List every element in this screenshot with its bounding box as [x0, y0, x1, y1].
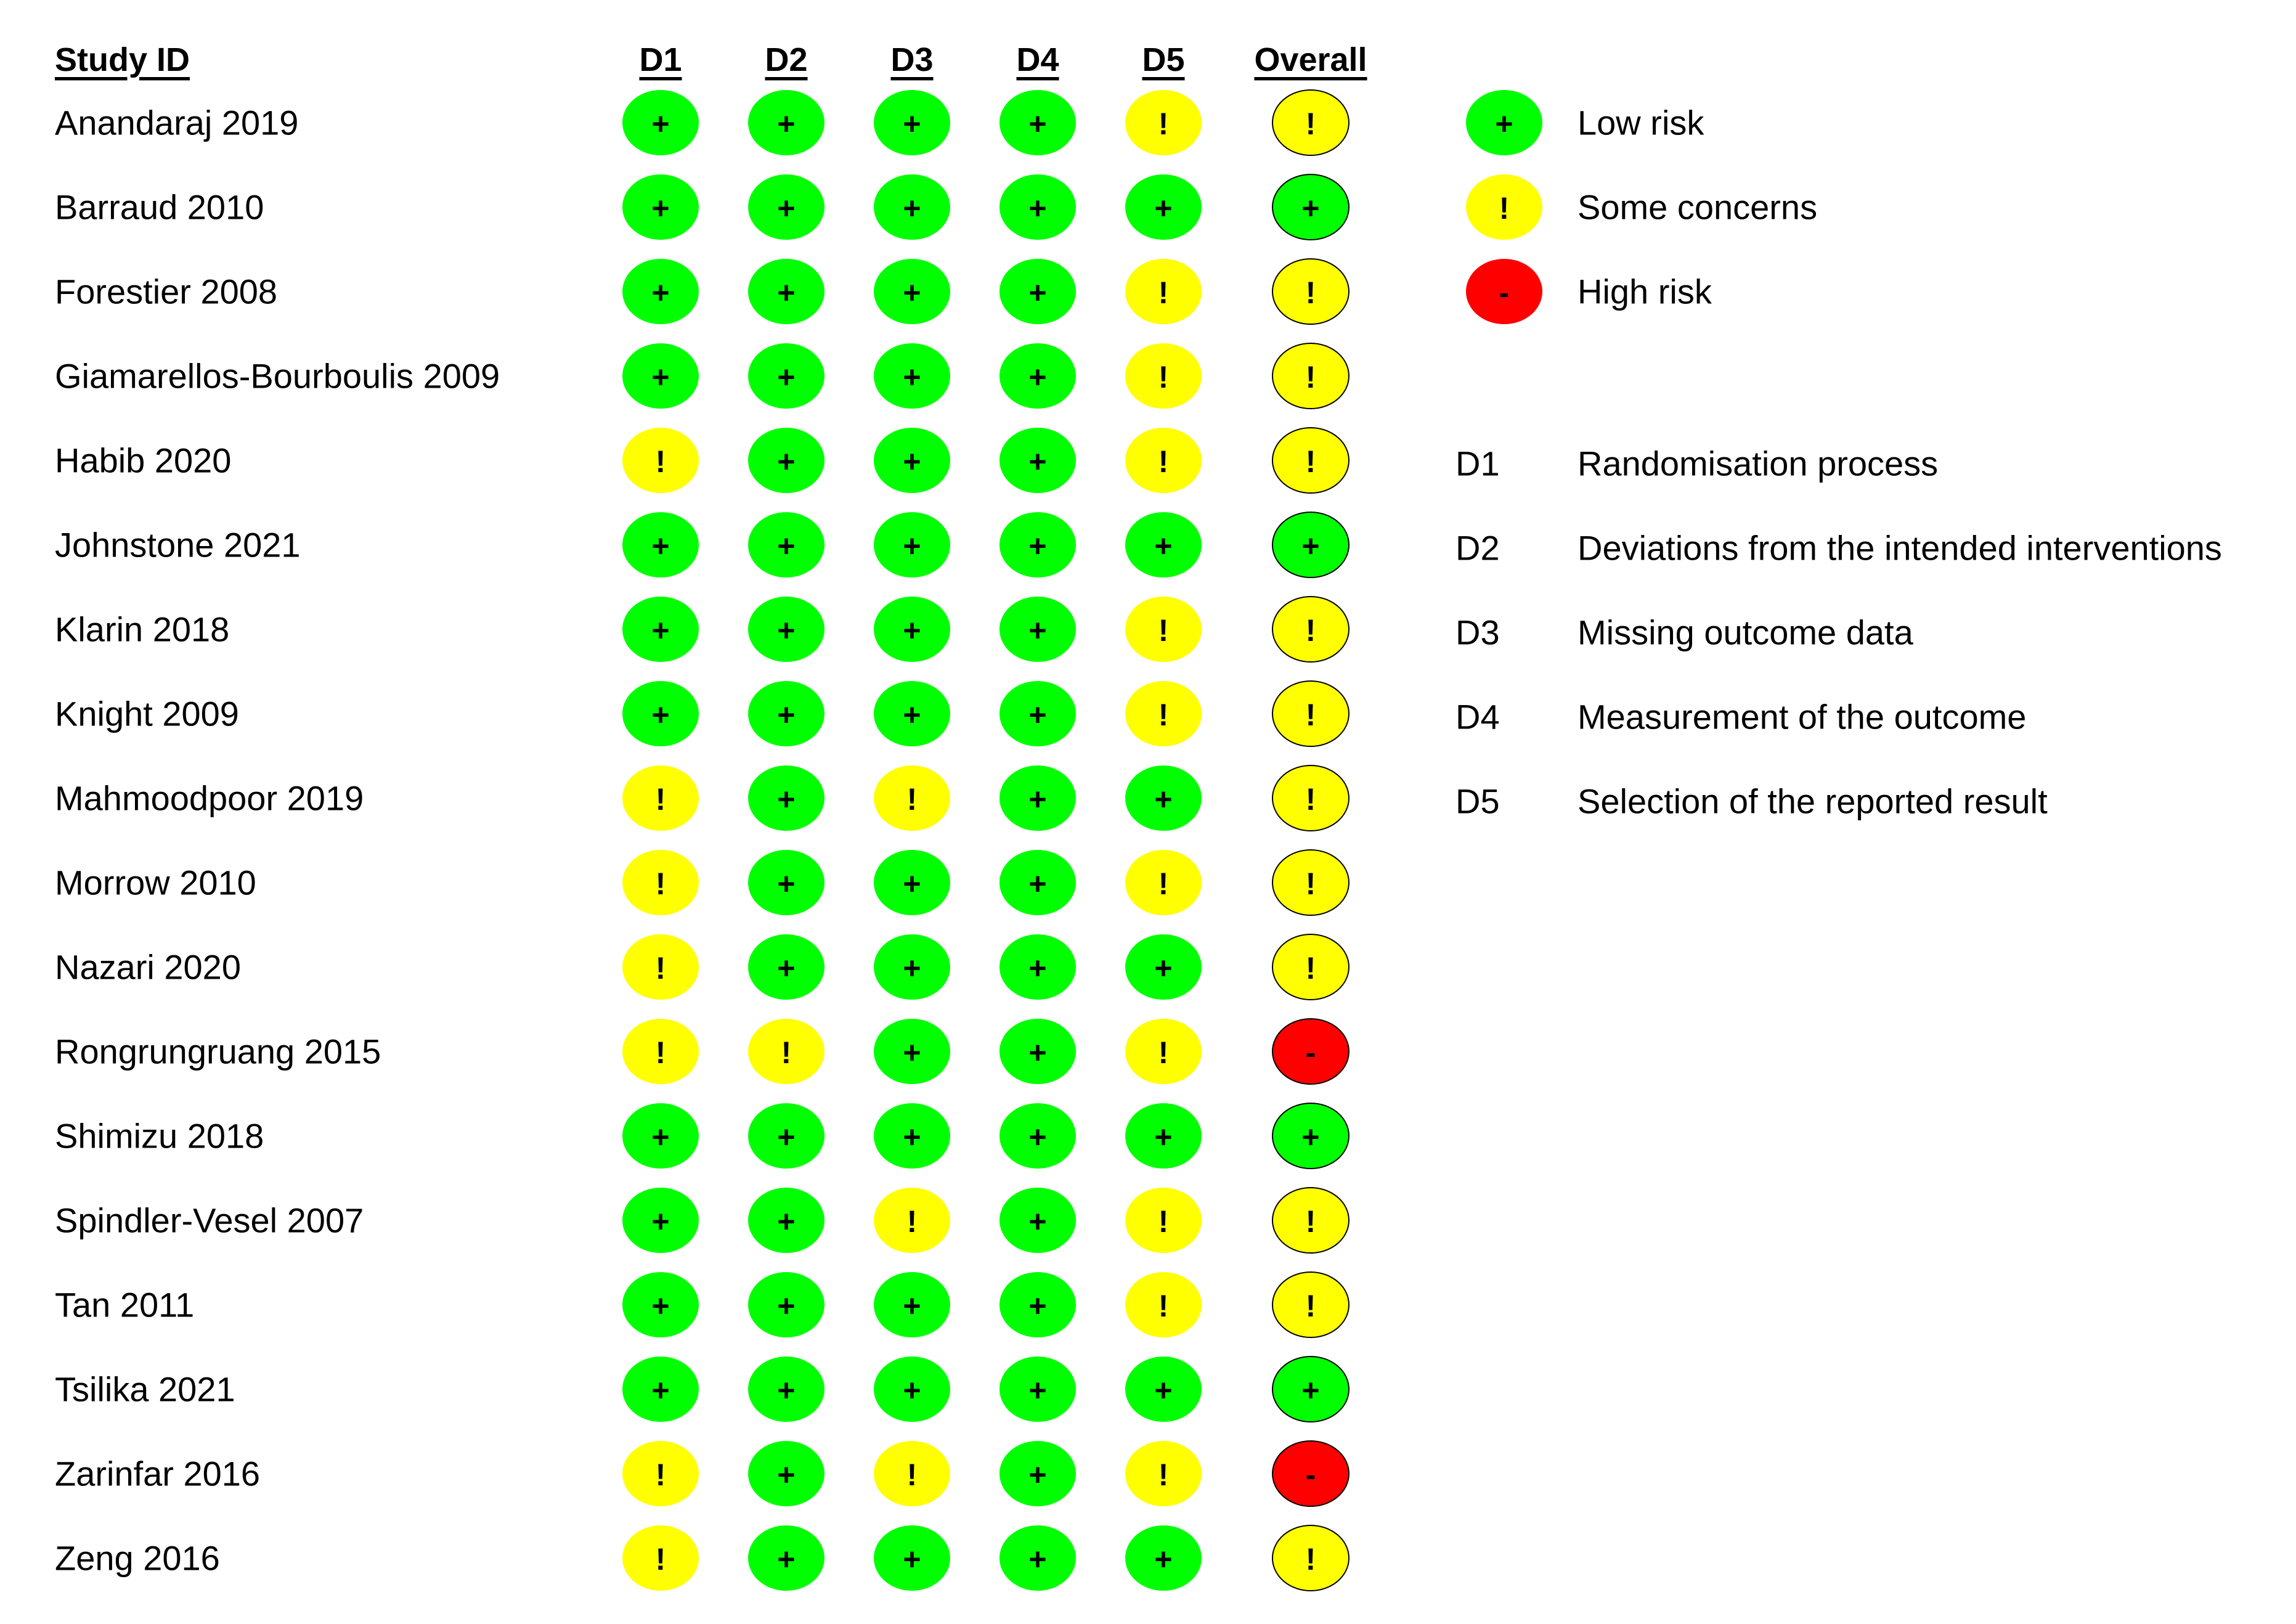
rating-dot-d4-symbol: + [1028, 107, 1047, 141]
rating-dot-d1 [622, 1103, 699, 1169]
rating-dot-d5 [1125, 343, 1202, 409]
rating-dot-d3-symbol: + [903, 107, 921, 141]
legend-label-high: High risk [1577, 272, 1712, 311]
domain-code: D2 [1455, 528, 1500, 568]
rating-dot-d2-symbol: + [777, 275, 796, 310]
rating-dot-d1 [622, 259, 699, 324]
overall-rating-dot [1272, 1103, 1349, 1169]
rating-dot-d2 [748, 1019, 824, 1084]
rating-dot-d3 [874, 1357, 950, 1422]
rating-dot-d5-symbol: + [1154, 951, 1173, 985]
rating-dot-d3-symbol: + [903, 613, 921, 648]
overall-rating-dot [1272, 681, 1349, 746]
rating-dot-d2 [748, 1525, 824, 1591]
domain-code: D5 [1455, 781, 1500, 821]
rating-dot-d2 [748, 765, 824, 831]
rating-dot-d5 [1125, 765, 1202, 831]
rating-dot-d3 [874, 765, 950, 831]
domain-label: Randomisation process [1577, 444, 1939, 483]
rating-dot-d1-symbol: ! [655, 951, 666, 985]
study-name: Giamarellos-Bourboulis 2009 [55, 356, 500, 396]
rating-dot-d5-symbol: ! [1158, 1289, 1169, 1323]
overall-rating-dot [1272, 1188, 1349, 1253]
rating-dot-d3 [874, 597, 950, 662]
study-row [55, 597, 1349, 662]
rating-dot-d2-symbol: + [777, 529, 796, 563]
rating-dot-d4-symbol: + [1028, 191, 1047, 226]
rating-dot-d3-symbol: + [903, 698, 921, 732]
overall-rating-dot [1272, 597, 1349, 662]
rating-dot-d5-symbol: + [1154, 191, 1173, 226]
rating-dot-d5-symbol: ! [1158, 613, 1169, 648]
rating-dot-d3-symbol: + [903, 191, 921, 226]
rating-dot-d2 [748, 512, 824, 577]
overall-rating-dot-symbol: ! [1305, 1542, 1316, 1577]
rating-dot-d1 [622, 343, 699, 409]
overall-rating-dot [1272, 174, 1349, 240]
rating-dot-d4 [999, 1188, 1076, 1253]
rating-dot-d2-symbol: + [777, 613, 796, 648]
rating-dot-d3 [874, 1441, 950, 1506]
rating-dot-d5 [1125, 681, 1202, 746]
overall-rating-dot-symbol: ! [1305, 1289, 1316, 1323]
study-row [55, 512, 1349, 577]
overall-rating-dot [1272, 343, 1349, 409]
rating-dot-d3-symbol: + [903, 275, 921, 310]
study-name: Klarin 2018 [55, 610, 230, 649]
rating-dot-d4-symbol: + [1028, 275, 1047, 310]
overall-rating-dot [1272, 1441, 1349, 1506]
rating-dot-d4-symbol: + [1028, 360, 1047, 394]
legend-dot-low-symbol: + [1495, 107, 1513, 141]
overall-rating-dot-symbol: ! [1305, 698, 1316, 732]
rating-dot-d2 [748, 597, 824, 662]
overall-rating-dot-symbol: ! [1305, 951, 1316, 985]
study-name: Anandaraj 2019 [55, 103, 299, 142]
rating-dot-d4 [999, 1357, 1076, 1422]
domain-label: Measurement of the outcome [1577, 697, 2027, 737]
rating-dot-d4 [999, 1272, 1076, 1337]
rating-dot-d1-symbol: ! [655, 782, 666, 817]
rating-dot-d3 [874, 90, 950, 155]
legend-item-some [1466, 174, 1817, 240]
rating-dot-d5-symbol: ! [1158, 867, 1169, 901]
rating-dot-d2-symbol: + [777, 1289, 796, 1323]
rating-dot-d4 [999, 1103, 1076, 1169]
domain-definition [1455, 613, 1914, 652]
study-name: Spindler-Vesel 2007 [55, 1201, 364, 1240]
rating-dot-d5 [1125, 1019, 1202, 1084]
rating-dot-d1 [622, 1525, 699, 1591]
rating-dot-d3 [874, 512, 950, 577]
rating-dot-d4-symbol: + [1028, 613, 1047, 648]
domain-code: D4 [1455, 697, 1500, 737]
study-row [55, 259, 1349, 324]
overall-rating-dot-symbol: - [1305, 1458, 1316, 1492]
overall-rating-dot [1272, 1525, 1349, 1591]
rating-dot-d3 [874, 174, 950, 240]
rating-dot-d3 [874, 428, 950, 493]
rating-dot-d4 [999, 850, 1076, 915]
study-name: Rongrungruang 2015 [55, 1032, 381, 1071]
rating-dot-d4 [999, 343, 1076, 409]
rating-dot-d4 [999, 934, 1076, 1000]
rating-dot-d5 [1125, 512, 1202, 577]
rating-dot-d3 [874, 850, 950, 915]
domain-definition [1455, 698, 2026, 737]
domain-definition [1455, 782, 2048, 821]
overall-rating-dot [1272, 90, 1349, 155]
overall-rating-dot-symbol: ! [1305, 782, 1316, 817]
rating-dot-d1-symbol: + [651, 613, 670, 648]
rating-dot-d2-symbol: + [777, 698, 796, 732]
rating-dot-d1 [622, 90, 699, 155]
rating-dot-d3 [874, 681, 950, 746]
rating-dot-d2 [748, 90, 824, 155]
rating-dot-d5 [1125, 1188, 1202, 1253]
rating-dot-d4-symbol: + [1028, 1289, 1047, 1323]
rating-dot-d5-symbol: + [1154, 1120, 1173, 1154]
overall-rating-dot-symbol: ! [1305, 107, 1316, 141]
rating-dot-d2 [748, 1103, 824, 1169]
study-row [55, 428, 1349, 493]
rating-dot-d3-symbol: + [903, 444, 921, 479]
study-row [55, 850, 1349, 915]
overall-rating-dot [1272, 1019, 1349, 1084]
domain-header-d3: D3 [890, 41, 934, 78]
study-row [55, 1525, 1349, 1591]
rating-dot-d4 [999, 1441, 1076, 1506]
rating-dot-d2 [748, 1272, 824, 1337]
rating-dot-d2-symbol: + [777, 782, 796, 817]
legend-item-high [1466, 259, 1712, 324]
rating-dot-d5-symbol: ! [1158, 698, 1169, 732]
overall-rating-dot-symbol: ! [1305, 360, 1316, 394]
overall-rating-dot [1272, 1357, 1349, 1422]
rating-dot-d2-symbol: + [777, 1120, 796, 1154]
study-row [55, 934, 1349, 1000]
rating-dot-d3-symbol: + [903, 951, 921, 985]
rating-dot-d1-symbol: + [651, 191, 670, 226]
rating-dot-d2 [748, 428, 824, 493]
domain-code: D3 [1455, 613, 1500, 652]
rating-dot-d4 [999, 90, 1076, 155]
rating-dot-d2 [748, 1357, 824, 1422]
rating-dot-d3-symbol: ! [906, 1204, 918, 1239]
rating-dot-d1 [622, 1019, 699, 1084]
overall-rating-dot-symbol: - [1305, 1035, 1316, 1070]
study-rows [55, 90, 1349, 1591]
rating-dot-d2-symbol: + [777, 1542, 796, 1577]
rating-dot-d5 [1125, 1441, 1202, 1506]
study-name: Tan 2011 [55, 1285, 195, 1324]
study-row [55, 90, 1349, 155]
study-name: Habib 2020 [55, 441, 232, 480]
study-row [55, 1103, 1349, 1169]
rating-dot-d5-symbol: ! [1158, 275, 1169, 310]
rating-dot-d1-symbol: + [651, 360, 670, 394]
rating-dot-d5-symbol: ! [1158, 107, 1169, 141]
legend [1466, 90, 1817, 324]
domain-label: Missing outcome data [1577, 613, 1913, 652]
rating-dot-d5 [1125, 850, 1202, 915]
rating-dot-d3-symbol: ! [906, 1458, 918, 1492]
overall-rating-dot [1272, 934, 1349, 1000]
rating-dot-d1-symbol: + [651, 698, 670, 732]
study-name: Knight 2009 [55, 694, 239, 733]
rating-dot-d1-symbol: ! [655, 867, 666, 901]
rating-dot-d4-symbol: + [1028, 951, 1047, 985]
rating-dot-d1-symbol: + [651, 1373, 670, 1408]
overall-rating-dot [1272, 512, 1349, 577]
rating-dot-d3-symbol: + [903, 1373, 921, 1408]
rating-dot-d5-symbol: ! [1158, 1204, 1169, 1239]
overall-rating-dot-symbol: ! [1305, 275, 1316, 310]
rating-dot-d5 [1125, 428, 1202, 493]
rating-dot-d4 [999, 681, 1076, 746]
rating-dot-d5-symbol: + [1154, 529, 1173, 563]
overall-rating-dot-symbol: ! [1305, 1204, 1316, 1239]
rating-dot-d2 [748, 1188, 824, 1253]
domain-label: Selection of the reported result [1577, 781, 2048, 821]
rating-dot-d5 [1125, 1525, 1202, 1591]
rating-dot-d4-symbol: + [1028, 1204, 1047, 1239]
overall-rating-dot-symbol: + [1301, 529, 1320, 563]
study-row [55, 1188, 1349, 1253]
rating-dot-d5 [1125, 90, 1202, 155]
legend-dot-some-symbol: ! [1499, 191, 1510, 226]
rating-dot-d4-symbol: + [1028, 867, 1047, 901]
legend-label-low: Low risk [1577, 103, 1704, 142]
rating-dot-d1-symbol: + [651, 1289, 670, 1323]
rating-dot-d1 [622, 1357, 699, 1422]
study-name: Nazari 2020 [55, 947, 241, 987]
rating-dot-d3 [874, 1272, 950, 1337]
legend-dot-high-symbol: - [1499, 275, 1510, 310]
rating-dot-d1 [622, 850, 699, 915]
rating-dot-d5-symbol: + [1154, 1373, 1173, 1408]
rating-dot-d5-symbol: ! [1158, 444, 1169, 479]
rating-dot-d1-symbol: + [651, 1120, 670, 1154]
rating-dot-d5 [1125, 597, 1202, 662]
rating-dot-d3-symbol: + [903, 360, 921, 394]
rating-dot-d4 [999, 1019, 1076, 1084]
study-name: Shimizu 2018 [55, 1116, 264, 1156]
overall-rating-dot [1272, 428, 1349, 493]
rating-dot-d3-symbol: + [903, 1542, 921, 1577]
legend-item-low [1466, 90, 1704, 155]
study-name: Tsilika 2021 [55, 1369, 235, 1409]
study-row [55, 681, 1349, 746]
rating-dot-d4-symbol: + [1028, 1035, 1047, 1070]
overall-rating-dot [1272, 850, 1349, 915]
study-row [55, 765, 1349, 831]
overall-rating-dot [1272, 1272, 1349, 1337]
rating-dot-d1 [622, 512, 699, 577]
overall-rating-dot-symbol: ! [1305, 613, 1316, 648]
study-name: Johnstone 2021 [55, 525, 301, 565]
rating-dot-d2 [748, 850, 824, 915]
rating-dot-d5 [1125, 1272, 1202, 1337]
rating-dot-d4 [999, 174, 1076, 240]
rating-dot-d2-symbol: + [777, 360, 796, 394]
rating-dot-d3-symbol: + [903, 529, 921, 563]
rating-dot-d3 [874, 1188, 950, 1253]
legend-dot-some [1466, 174, 1542, 240]
rating-dot-d2 [748, 681, 824, 746]
rating-dot-d1 [622, 597, 699, 662]
rating-dot-d4 [999, 428, 1076, 493]
study-name: Barraud 2010 [55, 187, 264, 227]
rating-dot-d1 [622, 1272, 699, 1337]
overall-rating-dot-symbol: + [1301, 191, 1320, 226]
rating-dot-d4-symbol: + [1028, 1542, 1047, 1577]
rating-dot-d3 [874, 1525, 950, 1591]
rating-dot-d2-symbol: + [777, 191, 796, 226]
rating-dot-d1-symbol: + [651, 107, 670, 141]
rating-dot-d1-symbol: + [651, 529, 670, 563]
domain-header-d5: D5 [1142, 41, 1185, 78]
rating-dot-d5 [1125, 259, 1202, 324]
rating-dot-d2 [748, 259, 824, 324]
header-row [55, 41, 1367, 78]
rating-dot-d4-symbol: + [1028, 1373, 1047, 1408]
rating-dot-d2 [748, 1441, 824, 1506]
rating-dot-d1-symbol: ! [655, 1458, 666, 1492]
rating-dot-d2-symbol: + [777, 1204, 796, 1239]
domain-header-d2: D2 [765, 41, 808, 78]
domain-header-d1: D1 [639, 41, 682, 78]
domain-code: D1 [1455, 444, 1500, 483]
study-name: Zarinfar 2016 [55, 1454, 261, 1493]
rating-dot-d5 [1125, 1357, 1202, 1422]
rating-dot-d5-symbol: + [1154, 782, 1173, 817]
rating-dot-d5 [1125, 174, 1202, 240]
domain-definition [1455, 529, 2222, 568]
rating-dot-d2 [748, 934, 824, 1000]
overall-rating-dot-symbol: + [1301, 1120, 1320, 1154]
rating-dot-d4 [999, 259, 1076, 324]
rating-dot-d3-symbol: + [903, 1035, 921, 1070]
overall-rating-dot [1272, 259, 1349, 324]
rating-dot-d5-symbol: ! [1158, 360, 1169, 394]
rating-dot-d5-symbol: ! [1158, 1035, 1169, 1070]
rating-dot-d3-symbol: + [903, 867, 921, 901]
legend-dot-high [1466, 259, 1542, 324]
rating-dot-d1 [622, 934, 699, 1000]
rating-dot-d3-symbol: + [903, 1289, 921, 1323]
rating-dot-d5 [1125, 1103, 1202, 1169]
study-row [55, 1019, 1349, 1084]
rating-dot-d1-symbol: ! [655, 1542, 666, 1577]
rating-dot-d5-symbol: + [1154, 1542, 1173, 1577]
rating-dot-d2-symbol: + [777, 107, 796, 141]
rating-dot-d3 [874, 934, 950, 1000]
overall-rating-dot [1272, 765, 1349, 831]
rating-dot-d2 [748, 174, 824, 240]
rating-dot-d4-symbol: + [1028, 529, 1047, 563]
study-row [55, 1441, 1349, 1506]
rating-dot-d4-symbol: + [1028, 782, 1047, 817]
study-row [55, 1272, 1349, 1337]
study-row [55, 174, 1349, 240]
overall-rating-dot-symbol: + [1301, 1373, 1320, 1408]
study-name: Forestier 2008 [55, 272, 278, 311]
overall-rating-dot-symbol: ! [1305, 444, 1316, 479]
rating-dot-d1 [622, 765, 699, 831]
overall-rating-dot-symbol: ! [1305, 867, 1316, 901]
rating-dot-d1-symbol: + [651, 1204, 670, 1239]
rating-dot-d1 [622, 1441, 699, 1506]
domain-definition [1455, 444, 1938, 483]
rating-dot-d4-symbol: + [1028, 444, 1047, 479]
rating-dot-d5 [1125, 934, 1202, 1000]
rating-dot-d1-symbol: ! [655, 1035, 666, 1070]
study-name: Morrow 2010 [55, 863, 256, 902]
study-name: Mahmoodpoor 2019 [55, 778, 364, 818]
study-row [55, 343, 1349, 409]
rating-dot-d3 [874, 259, 950, 324]
rating-dot-d4-symbol: + [1028, 1120, 1047, 1154]
domain-header-d4: D4 [1016, 41, 1059, 78]
rating-dot-d5-symbol: ! [1158, 1458, 1169, 1492]
rating-dot-d2 [748, 343, 824, 409]
rating-dot-d4-symbol: + [1028, 1458, 1047, 1492]
rating-dot-d1 [622, 1188, 699, 1253]
rating-dot-d4-symbol: + [1028, 698, 1047, 732]
rating-dot-d2-symbol: + [777, 951, 796, 985]
domain-label: Deviations from the intended interventions [1577, 528, 2222, 568]
rating-dot-d4 [999, 1525, 1076, 1591]
rating-dot-d4 [999, 597, 1076, 662]
overall-header: Overall [1254, 41, 1367, 78]
rating-dot-d4 [999, 765, 1076, 831]
rating-dot-d1-symbol: + [651, 275, 670, 310]
legend-dot-low [1466, 90, 1542, 155]
rating-dot-d4 [999, 512, 1076, 577]
study-row [55, 1357, 1349, 1422]
legend-label-some: Some concerns [1577, 187, 1818, 227]
rating-dot-d2-symbol: + [777, 867, 796, 901]
rating-dot-d2-symbol: ! [781, 1035, 792, 1070]
rating-dot-d1 [622, 174, 699, 240]
study-id-header: Study ID [55, 41, 190, 78]
domain-definitions [1455, 444, 2222, 821]
rating-dot-d1 [622, 428, 699, 493]
rating-dot-d3-symbol: + [903, 1120, 921, 1154]
rating-dot-d2-symbol: + [777, 1373, 796, 1408]
rating-dot-d3-symbol: ! [906, 782, 918, 817]
rating-dot-d3 [874, 343, 950, 409]
rating-dot-d3 [874, 1019, 950, 1084]
study-name: Zeng 2016 [55, 1538, 220, 1578]
rating-dot-d2-symbol: + [777, 1458, 796, 1492]
rating-dot-d1 [622, 681, 699, 746]
rating-dot-d2-symbol: + [777, 444, 796, 479]
rating-dot-d1-symbol: ! [655, 444, 666, 479]
rating-dot-d3 [874, 1103, 950, 1169]
